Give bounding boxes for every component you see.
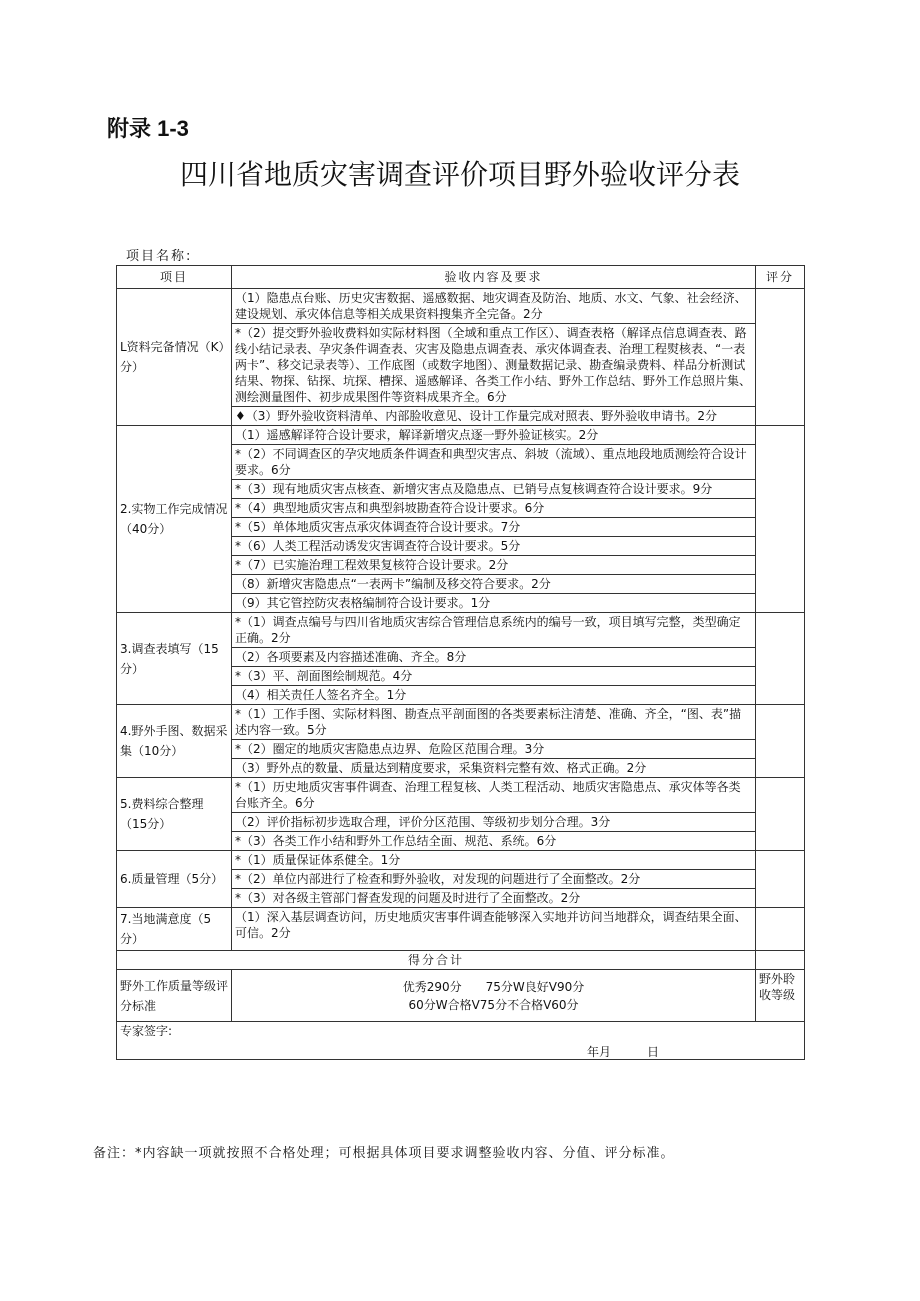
requirement-item: *（6）人类工程活动诱发灾害调查符合设计要求。5分	[232, 537, 756, 556]
category-cell: 2.实物工作完成情况（40分）	[117, 426, 232, 613]
project-name-label: 项目名称:	[126, 249, 193, 264]
requirement-item: *（3）平、剖面图绘制规范。4分	[232, 667, 756, 686]
expert-signature-label: 专家签字:	[120, 1024, 173, 1038]
requirement-item: *（4）典型地质灾害点和典型斜坡勘查符合设计要求。6分	[232, 499, 756, 518]
requirement-item: （1）隐患点台账、历史灾害数据、遥感数据、地灾调查及防治、地质、水文、气象、社会经济、建设规划、承灾体信息等相关成果资料搜集齐全完备。2分	[232, 289, 756, 324]
requirement-item: *（2）不同调查区的孕灾地质条件调查和典型灾害点、斜坡（流域）、重点地段地质测绘符合设计要求。6分	[232, 445, 756, 480]
table-row	[117, 289, 805, 324]
signature-cell[interactable]	[117, 1022, 805, 1060]
total-score-cell[interactable]	[756, 951, 805, 970]
score-cell[interactable]	[756, 778, 805, 851]
appendix-label: 附录 1-3	[107, 116, 189, 141]
requirement-item: （2）各项要素及内容描述准确、齐全。8分	[232, 648, 756, 667]
grade-row	[117, 970, 805, 1022]
table-row	[117, 613, 805, 648]
header-item: 项目	[117, 266, 232, 289]
requirement-item: *（3）对各级主管部门督查发现的问题及时进行了全面整改。2分	[232, 889, 756, 908]
date-label: 年月 日	[587, 1045, 660, 1059]
score-cell[interactable]	[756, 289, 805, 426]
table-row	[117, 705, 805, 740]
score-cell[interactable]	[756, 426, 805, 613]
total-label: 得分合计	[117, 951, 756, 970]
score-cell[interactable]	[756, 851, 805, 908]
table-row	[117, 908, 805, 951]
footnote: 备注：*内容缺一项就按照不合格处理；可根据具体项目要求调整验收内容、分值、评分标准。	[93, 1146, 675, 1161]
requirement-item: （1）深入基层调查访问，历史地质灾害事件调查能够深入实地并访问当地群众，调查结果全面、可信。2分	[232, 908, 756, 951]
requirement-item: （9）其它管控防灾表格编制符合设计要求。1分	[232, 594, 756, 613]
requirement-item: *（7）已实施治理工程效果复核符合设计要求。2分	[232, 556, 756, 575]
grade-standard-label: 野外工作质量等级评分标准	[117, 970, 232, 1022]
requirement-item: *（1）调查点编号与四川省地质灾害综合管理信息系统内的编号一致，项目填写完整，类型确定正确。2分	[232, 613, 756, 648]
requirement-item: （3）野外点的数量、质量达到精度要求，采集资料完整有效、格式正确。2分	[232, 759, 756, 778]
category-cell: 6.质量管理（5分）	[117, 851, 232, 908]
requirement-item: （8）新增灾害隐患点“一表两卡”编制及移交符合要求。2分	[232, 575, 756, 594]
category-cell: 5.费料综合整理（15分）	[117, 778, 232, 851]
requirement-item: *（3）各类工作小结和野外工作总结全面、规范、系统。6分	[232, 832, 756, 851]
grade-result-label: 野外聆收等级	[756, 970, 805, 1022]
requirement-item: *（2）提交野外验收费料如实际材料图（全域和重点工作区）、调查表格（解译点信息调查表、路线小结记录表、孕灾条件调查表、灾害及隐患点调查表、承灾体调查表、治理工程熨核表、“一表两卡”、移交记录表等）、工作底图（或数字地图）、测量数据记录、勘查编录费料、样品分析测试结果、物探、钻探、坑探、槽探、遥感解译、各类工作小结、野外工作总结、野外工作总照片集、测绘测量图件、初步成果图件等资料成果齐全。6分	[232, 324, 756, 407]
requirement-item: *（1）历史地质灾害事件调查、治理工程复核、人类工程活动、地质灾害隐患点、承灾体等各类台账齐全。6分	[232, 778, 756, 813]
grade-line-1: 优秀290分 75分W良好V90分	[402, 979, 585, 994]
grade-line-2: 60分W合格V75分不合格V60分	[408, 997, 579, 1012]
table-body	[117, 289, 805, 951]
table-row	[117, 778, 805, 813]
table-row	[117, 851, 805, 870]
header-content: 验收内容及要求	[232, 266, 756, 289]
requirement-item: *（1）质量保证体系健全。1分	[232, 851, 756, 870]
category-cell: 4.野外手图、数据采集（10分）	[117, 705, 232, 778]
requirement-item: *（2）圈定的地质灾害隐患点边界、危险区范围合理。3分	[232, 740, 756, 759]
requirement-item: *（3）现有地质灾害点核查、新增灾害点及隐患点、已销号点复核调查符合设计要求。9分	[232, 480, 756, 499]
table-row	[117, 426, 805, 445]
requirement-item: *（2）单位内部进行了检查和野外验收，对发现的问题进行了全面整改。2分	[232, 870, 756, 889]
score-cell[interactable]	[756, 613, 805, 705]
requirement-item: *（5）单体地质灾害点承灾体调查符合设计要求。7分	[232, 518, 756, 537]
header-score: 评分	[756, 266, 805, 289]
scoring-table	[116, 265, 805, 1060]
category-cell: L资料完备情况（K）分）	[117, 289, 232, 426]
requirement-item: （1）遥感解译符合设计要求，解译新增灾点逐一野外验证核实。2分	[232, 426, 756, 445]
score-cell[interactable]	[756, 705, 805, 778]
page-title: 四川省地质灾害调查评价项目野外验收评分表	[179, 158, 740, 191]
requirement-item: （4）相关责任人签名齐全。1分	[232, 686, 756, 705]
table-header-row	[117, 266, 805, 289]
requirement-item: ♦（3）野外验收资料清单、内部脸收意见、设计工作量完成对照表、野外验收申请书。2分	[232, 407, 756, 426]
requirement-item: （2）评价指标初步选取合理，评价分区范围、等级初步划分合理。3分	[232, 813, 756, 832]
category-cell: 7.当地满意度（5分）	[117, 908, 232, 951]
signature-row	[117, 1022, 805, 1060]
total-row	[117, 951, 805, 970]
grade-standard	[232, 970, 756, 1022]
score-cell[interactable]	[756, 908, 805, 951]
category-cell: 3.调查表填写（15分）	[117, 613, 232, 705]
requirement-item: *（1）工作手图、实际材料图、勘查点平剖面图的各类要素标注清楚、准确、齐全，“图、表”描述内容一致。5分	[232, 705, 756, 740]
